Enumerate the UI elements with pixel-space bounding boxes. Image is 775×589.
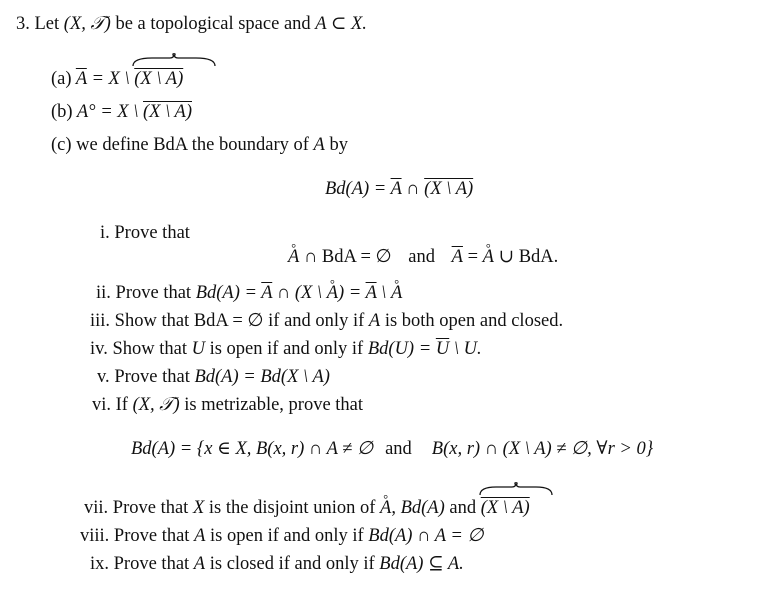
item-viii (80, 524, 484, 548)
item-iii-label: iii. (90, 311, 111, 331)
math-text: if and only if (268, 311, 365, 331)
part-a-label: (a) (51, 69, 72, 89)
part-a-rhs (134, 67, 183, 91)
math-text: ° A (483, 245, 494, 269)
math-text: , (391, 498, 401, 518)
math-text: Bd(A) ⊆ A. (379, 554, 464, 574)
part-b-eq: = X \ (95, 102, 144, 122)
part-a-closure: $\overline{A}$ (75, 69, 87, 89)
math-text: and (408, 247, 435, 267)
item-vii-label: vii. (84, 498, 109, 518)
math-text: U (191, 339, 205, 359)
intro-text-2: be a topological space and (115, 14, 311, 34)
math-text: is metrizable, prove that (184, 395, 364, 415)
item-vii (84, 496, 530, 520)
item-viii-label: viii. (80, 526, 110, 546)
math-text: Show that (114, 311, 190, 331)
math-text: Prove that (115, 283, 192, 303)
item-v (97, 365, 330, 389)
math-text: and (385, 439, 412, 459)
part-c-text: we define (76, 135, 149, 155)
math-text: is open if and only if (210, 526, 364, 546)
math-text: \ (376, 283, 391, 303)
math-text: \ U. (449, 339, 482, 359)
part-b (51, 100, 192, 124)
problem-number: 3. (16, 14, 30, 34)
item-iv-label: iv. (90, 339, 108, 359)
math-text: is both open and closed. (384, 311, 564, 331)
item-vii-rhs (481, 496, 530, 520)
item-iv (90, 337, 482, 361)
math-text: ° A (327, 281, 338, 305)
math-text: ∩ BdA = ∅ (299, 247, 392, 267)
math-text (196, 283, 403, 303)
math-text: = (462, 247, 483, 267)
item-ix (90, 552, 464, 576)
math-text: Bd(A) (400, 498, 445, 518)
math-text: and (449, 498, 477, 518)
part-c (51, 133, 348, 157)
math-text: $\overline{A}$ (451, 247, 463, 267)
item-vi (92, 393, 363, 417)
item-ii-label: ii. (96, 283, 111, 303)
math-text: (X \ A) (134, 69, 184, 89)
math-text: X (192, 498, 205, 518)
math-text: BdA (153, 135, 188, 155)
math-text: A (194, 526, 206, 546)
math-text: (X \ A) (424, 179, 474, 199)
part-a-eq: = X \ (86, 69, 135, 89)
math-text: Bd(U) = (367, 339, 436, 359)
part-b-rhs: (X \ A) (143, 102, 192, 122)
math-text (153, 135, 187, 155)
item-i (100, 221, 190, 245)
math-text: ∩ (401, 179, 425, 199)
math-text (368, 339, 482, 359)
math-text: BdA = ∅ (193, 311, 264, 331)
math-text: by (329, 135, 348, 155)
subset-notation: A ⊂ X. (315, 14, 367, 34)
math-text: A (368, 311, 381, 331)
math-text: A (313, 135, 325, 155)
math-text: Prove that (112, 498, 189, 518)
problem-statement (16, 12, 367, 36)
interior-brace-icon (132, 53, 216, 67)
math-text: Prove that (113, 554, 190, 574)
space-notation: (X, 𝒯) (63, 14, 111, 34)
math-text: Bd(A) = (195, 283, 262, 303)
math-text: $\overline{A}$ (365, 283, 377, 303)
math-text: is closed if and only if (209, 554, 375, 574)
interior-brace-icon (479, 482, 553, 496)
math-text: (X \ A) (480, 498, 530, 518)
math-text: Prove that (114, 367, 190, 387)
math-text: Prove that (113, 526, 190, 546)
item-vi-label: vi. (92, 395, 112, 415)
math-text: Bd(A) ∩ A = ∅ (368, 526, 484, 546)
math-text: Bd(A) = (325, 179, 391, 199)
math-text: If (115, 395, 128, 415)
math-text: ° A (391, 281, 402, 305)
item-iii (90, 309, 563, 333)
part-b-label: (b) (51, 102, 73, 122)
item-ix-label: ix. (90, 554, 110, 574)
math-text: ° A (288, 245, 299, 269)
part-a (51, 67, 183, 91)
math-text: Bd(A) = Bd(X \ A) (194, 367, 330, 387)
math-text: ) = (338, 283, 366, 303)
math-text: is the disjoint union of (208, 498, 376, 518)
item-i-formula (288, 245, 558, 269)
item-i-label: i. (100, 223, 110, 243)
math-text: Bd(A) = {x ∈ X, B(x, r) ∩ A ≠ ∅ (131, 439, 374, 459)
math-text: is open if and only if (209, 339, 364, 359)
math-text: A (193, 554, 206, 574)
intro-text: Let (34, 14, 60, 34)
math-text: $\overline{U}$ (435, 339, 450, 359)
math-text: Prove that (114, 223, 190, 243)
math-text: $\overline{A}$ (261, 283, 273, 303)
item-ii (96, 281, 402, 305)
math-text: (X, 𝒯) (132, 395, 180, 415)
part-b-interior: A° (76, 102, 96, 122)
math-text: ∩ (X \ (272, 283, 327, 303)
math-text: ° A (380, 496, 391, 520)
math-text: the boundary of (191, 135, 309, 155)
item-v-label: v. (97, 367, 110, 387)
math-text: Show that (112, 339, 187, 359)
math-text: $\overline{A}$ (390, 179, 402, 199)
item-vi-formula (131, 437, 653, 461)
part-c-label: (c) (51, 135, 72, 155)
math-text: ∪ BdA. (493, 247, 559, 267)
math-text: B(x, r) ∩ (X \ A) ≠ ∅, ∀r > 0} (431, 439, 654, 459)
boundary-definition (325, 177, 473, 201)
